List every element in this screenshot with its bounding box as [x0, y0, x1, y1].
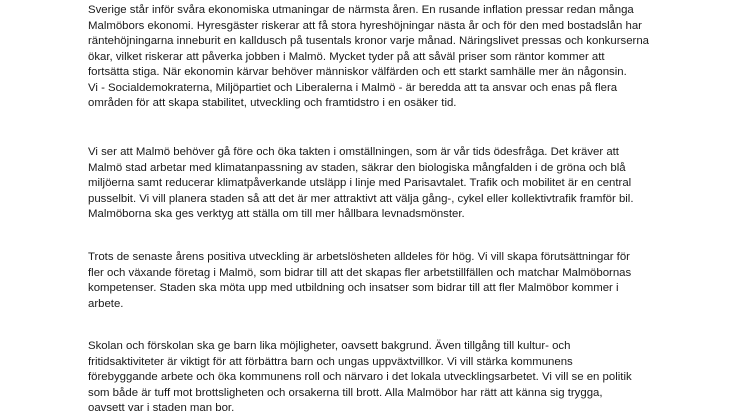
text-line: Malmöborna ska ges verktyg att ställa om till mer hållbara levnadsmönster.	[88, 208, 465, 220]
text-line: Vi ser att Malmö behöver gå före och öka takten i omställningen, som är vår tids ödesfråga. Det kräver att	[88, 146, 619, 158]
text-line: fler och växande företag i Malmö, som bidrar till att det skapas fler arbetstillfällen och matchar Malmöbornas	[88, 266, 632, 279]
paragraph-school-safety	[88, 339, 728, 417]
paragraph-employment	[88, 250, 728, 312]
text-line: förebyggande arbete och öka kommunens roll och närvaro i det lokala utvecklingsarbetet. Vi vill se en politik	[88, 371, 632, 383]
paragraph-climate	[88, 145, 728, 223]
text-line: Skolan och förskolan ska ge barn lika möjligheter, oavsett bakgrund. Även tillgång till kultur- och	[88, 340, 571, 352]
text-line: räntehöjningarna inneburit en kalldusch på tusentals kronor varje månad. Näringslivet pressas och konkurserna	[88, 35, 649, 47]
document-page	[88, 0, 728, 419]
text-line: arbete.	[88, 297, 124, 310]
text-line: Malmö stad arbetar med klimatanpassning av staden, säkrar den biologiska mångfalden i de gröna och blå	[88, 161, 626, 174]
text-line: fortsätta stiga. När ekonomin kärvar behöver människor välfärden och ett starkt samhälle mer än någonsin.	[88, 66, 627, 78]
text-line: kompetenser. Staden ska möta upp med utbildning och insatser som bidrar till att fler Malmöbor kommer i	[88, 282, 619, 294]
text-line: ökar, vilket riskerar att påverka jobben i Malmö. Mycket tyder på att såväl priser som räntor kommer att	[88, 50, 605, 63]
text-line: fritidsaktiviteter är viktigt för att förbättra barn och ungas uppväxtvillkor. Vi vill stärka kommunens	[88, 355, 573, 368]
text-line: Vi - Socialdemokraterna, Miljöpartiet och Liberalerna i Malmö - är beredda att ta ansvar och enas på flera	[88, 81, 618, 94]
text-line: miljöerna samt reducerar klimatpåverkande utsläpp i linje med Parisavtalet. Trafik och mobilitet är en central	[88, 177, 632, 189]
text-line: Malmöbors ekonomi. Hyresgäster riskerar att få stora hyreshöjningar nästa år och för den med bostadslån har	[88, 19, 642, 32]
text-line: områden för att skapa stabilitet, utveckling och framtidstro i en osäker tid.	[88, 97, 457, 109]
text-line: Sverige står inför svåra ekonomiska utmaningar de närmsta åren. En rusande inflation pressar redan många	[88, 4, 634, 16]
text-line: som både är tuff mot brottsligheten och orsakerna till brott. Alla Malmöbor har rätt att känna sig trygga,	[88, 386, 603, 399]
text-line: pusselbit. Vi vill planera staden så att det är mer attraktivt att välja gång-, cykel eller kollektivtrafik framför bil.	[88, 192, 634, 205]
text-line: oavsett var i staden man bor.	[88, 402, 235, 414]
paragraph-economy	[88, 3, 728, 112]
text-line: Trots de senaste årens positiva utveckling är arbetslösheten alldeles för hög. Vi vill skapa förutsättningar för	[88, 251, 630, 263]
